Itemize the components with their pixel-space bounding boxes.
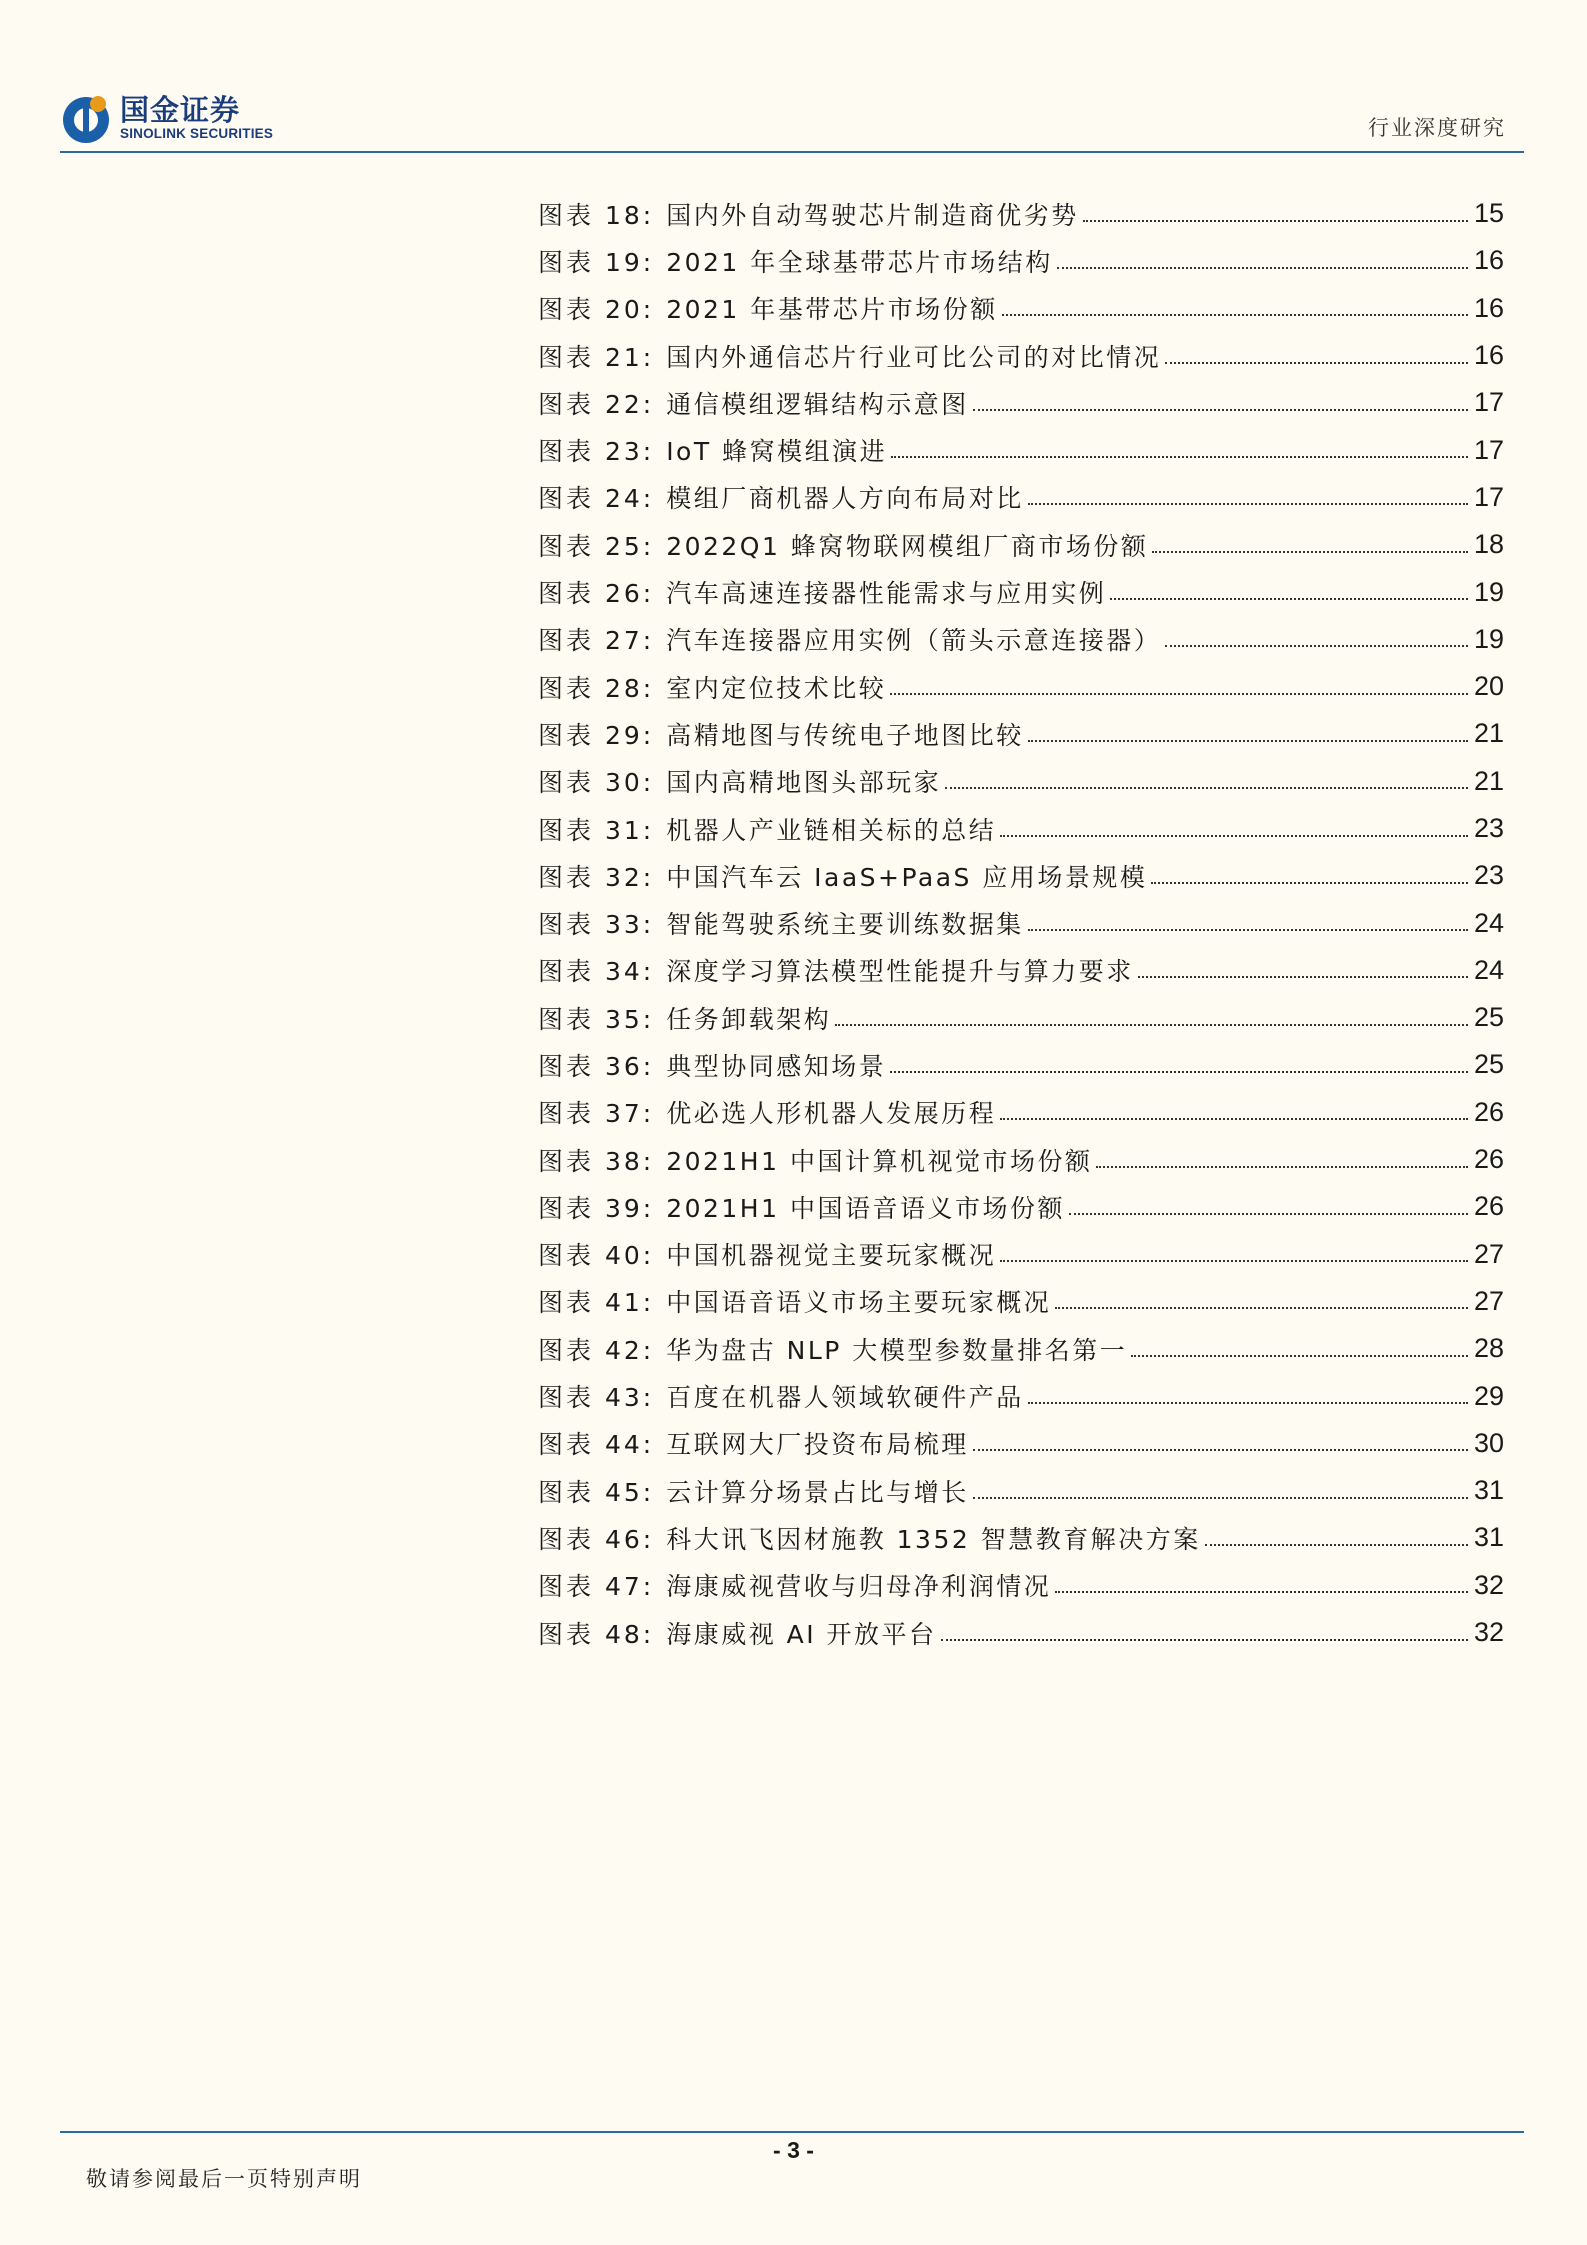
toc-entry-page: 26 bbox=[1473, 1144, 1504, 1175]
toc-dot-leader bbox=[1069, 1213, 1468, 1215]
toc-entry-title: 汽车连接器应用实例（箭头示意连接器） bbox=[666, 626, 1162, 656]
toc-entry-title: 华为盘古 NLP 大模型参数量排名第一 bbox=[666, 1335, 1128, 1365]
toc-entry-label: 图表 44: bbox=[538, 1430, 655, 1460]
toc-entry[interactable] bbox=[538, 285, 1504, 332]
logo-english-name: SINOLINK SECURITIES bbox=[120, 126, 274, 141]
toc-entry-title: 通信模组逻辑结构示意图 bbox=[666, 389, 969, 419]
toc-entry-label: 图表 46: bbox=[538, 1524, 655, 1554]
toc-dot-leader bbox=[1057, 267, 1468, 269]
toc-entry-page: 16 bbox=[1473, 245, 1504, 276]
toc-entry-label: 图表 18: bbox=[538, 200, 655, 230]
toc-entry[interactable] bbox=[538, 190, 1504, 237]
toc-entry-page: 15 bbox=[1473, 198, 1504, 229]
toc-entry[interactable] bbox=[538, 1278, 1504, 1325]
toc-entry-page: 17 bbox=[1473, 387, 1504, 418]
toc-entry-label: 图表 39: bbox=[538, 1193, 655, 1223]
footer-divider bbox=[60, 2131, 1524, 2133]
toc-entry[interactable] bbox=[538, 710, 1504, 757]
toc-entry-title: 海康威视营收与归母净利润情况 bbox=[666, 1572, 1052, 1602]
toc-dot-leader bbox=[1083, 220, 1468, 222]
toc-entry-title: 室内定位技术比较 bbox=[666, 673, 887, 703]
toc-dot-leader bbox=[1205, 1544, 1468, 1546]
toc-entry-title: 汽车高速连接器性能需求与应用实例 bbox=[666, 579, 1107, 609]
toc-entry-page: 21 bbox=[1473, 765, 1504, 796]
header-divider bbox=[60, 151, 1524, 153]
toc-entry-label: 图表 19: bbox=[538, 247, 655, 277]
toc-entry-label: 图表 22: bbox=[538, 389, 655, 419]
toc-dot-leader bbox=[1165, 362, 1468, 364]
toc-entry[interactable] bbox=[538, 1420, 1504, 1467]
toc-entry-page: 19 bbox=[1473, 623, 1504, 654]
toc-entry-title: 国内高精地图头部玩家 bbox=[666, 768, 942, 798]
figure-list bbox=[538, 190, 1504, 1656]
toc-entry-page: 26 bbox=[1473, 1191, 1504, 1222]
toc-dot-leader bbox=[1110, 598, 1468, 600]
toc-entry-label: 图表 42: bbox=[538, 1335, 655, 1365]
toc-entry[interactable] bbox=[538, 474, 1504, 521]
toc-entry-page: 31 bbox=[1473, 1522, 1504, 1553]
toc-dot-leader bbox=[1028, 929, 1468, 931]
toc-entry-title: 云计算分场景占比与增长 bbox=[666, 1477, 969, 1507]
toc-entry[interactable] bbox=[538, 758, 1504, 805]
page-number: - 3 - bbox=[773, 2137, 814, 2163]
toc-entry[interactable] bbox=[538, 852, 1504, 899]
toc-entry[interactable] bbox=[538, 994, 1504, 1041]
toc-entry-label: 图表 28: bbox=[538, 673, 655, 703]
toc-entry-page: 27 bbox=[1473, 1238, 1504, 1269]
toc-entry-title: 机器人产业链相关标的总结 bbox=[666, 815, 997, 845]
toc-entry-title: 模组厂商机器人方向布局对比 bbox=[666, 484, 1024, 514]
toc-dot-leader bbox=[890, 1071, 1468, 1073]
toc-entry-title: 2021H1 中国语音语义市场份额 bbox=[666, 1193, 1065, 1223]
toc-entry-title: 中国汽车云 IaaS+PaaS 应用场景规模 bbox=[666, 862, 1148, 892]
toc-dot-leader bbox=[1055, 1591, 1468, 1593]
toc-entry-label: 图表 32: bbox=[538, 862, 655, 892]
toc-entry-page: 31 bbox=[1473, 1475, 1504, 1506]
toc-entry[interactable] bbox=[538, 616, 1504, 663]
toc-entry-label: 图表 38: bbox=[538, 1146, 655, 1176]
toc-entry-label: 图表 47: bbox=[538, 1572, 655, 1602]
toc-entry-label: 图表 27: bbox=[538, 626, 655, 656]
toc-dot-leader bbox=[945, 787, 1468, 789]
toc-entry-title: 互联网大厂投资布局梳理 bbox=[666, 1430, 969, 1460]
toc-entry-label: 图表 37: bbox=[538, 1099, 655, 1129]
toc-entry-label: 图表 33: bbox=[538, 910, 655, 940]
toc-entry-page: 25 bbox=[1473, 1002, 1504, 1033]
toc-dot-leader bbox=[891, 456, 1468, 458]
toc-entry[interactable] bbox=[538, 1514, 1504, 1561]
toc-entry-page: 28 bbox=[1473, 1333, 1504, 1364]
toc-entry-page: 29 bbox=[1473, 1380, 1504, 1411]
toc-entry-page: 21 bbox=[1473, 718, 1504, 749]
toc-entry-label: 图表 23: bbox=[538, 437, 655, 467]
logo-mark-icon bbox=[60, 92, 112, 144]
toc-entry-title: 优必选人形机器人发展历程 bbox=[666, 1099, 997, 1129]
toc-entry-title: 2021H1 中国计算机视觉市场份额 bbox=[666, 1146, 1093, 1176]
toc-dot-leader bbox=[1028, 740, 1468, 742]
toc-dot-leader bbox=[973, 1449, 1468, 1451]
toc-entry-title: 国内外自动驾驶芯片制造商优劣势 bbox=[666, 200, 1079, 230]
toc-entry[interactable] bbox=[538, 332, 1504, 379]
toc-entry[interactable] bbox=[538, 805, 1504, 852]
toc-entry-page: 24 bbox=[1473, 954, 1504, 985]
toc-dot-leader bbox=[941, 1639, 1468, 1641]
disclaimer-note: 敬请参阅最后一页特别声明 bbox=[86, 2167, 362, 2191]
toc-dot-leader bbox=[1000, 1260, 1468, 1262]
toc-entry-label: 图表 26: bbox=[538, 579, 655, 609]
toc-entry[interactable] bbox=[538, 1325, 1504, 1372]
toc-entry[interactable] bbox=[538, 1089, 1504, 1136]
toc-entry-title: 百度在机器人领域软硬件产品 bbox=[666, 1383, 1024, 1413]
toc-entry[interactable] bbox=[538, 1609, 1504, 1656]
toc-entry-label: 图表 34: bbox=[538, 957, 655, 987]
logo-chinese-name: 国金证券 bbox=[120, 93, 241, 127]
toc-entry-page: 18 bbox=[1473, 529, 1504, 560]
toc-entry-label: 图表 41: bbox=[538, 1288, 655, 1318]
toc-dot-leader bbox=[1165, 645, 1468, 647]
toc-dot-leader bbox=[973, 1497, 1468, 1499]
toc-entry-label: 图表 43: bbox=[538, 1383, 655, 1413]
toc-entry-page: 30 bbox=[1473, 1427, 1504, 1458]
toc-dot-leader bbox=[1151, 882, 1468, 884]
toc-dot-leader bbox=[1028, 503, 1468, 505]
toc-entry[interactable] bbox=[538, 426, 1504, 473]
toc-entry-label: 图表 25: bbox=[538, 531, 655, 561]
toc-entry-label: 图表 40: bbox=[538, 1241, 655, 1271]
toc-entry-title: 国内外通信芯片行业可比公司的对比情况 bbox=[666, 342, 1162, 372]
toc-entry[interactable] bbox=[538, 1231, 1504, 1278]
toc-entry-page: 24 bbox=[1473, 907, 1504, 938]
toc-entry-label: 图表 36: bbox=[538, 1051, 655, 1081]
toc-entry[interactable] bbox=[538, 1372, 1504, 1419]
toc-entry[interactable] bbox=[538, 1467, 1504, 1514]
toc-entry-page: 25 bbox=[1473, 1049, 1504, 1080]
toc-entry-label: 图表 31: bbox=[538, 815, 655, 845]
toc-entry-title: 科大讯飞因材施教 1352 智慧教育解决方案 bbox=[666, 1524, 1201, 1554]
toc-entry-title: 2021 年全球基带芯片市场结构 bbox=[666, 247, 1053, 277]
toc-dot-leader bbox=[835, 1024, 1468, 1026]
toc-entry[interactable] bbox=[538, 663, 1504, 710]
toc-entry-label: 图表 21: bbox=[538, 342, 655, 372]
toc-entry-page: 32 bbox=[1473, 1569, 1504, 1600]
toc-entry-label: 图表 29: bbox=[538, 720, 655, 750]
toc-entry-page: 19 bbox=[1473, 576, 1504, 607]
toc-entry-page: 23 bbox=[1473, 813, 1504, 843]
toc-entry-label: 图表 48: bbox=[538, 1619, 655, 1649]
toc-dot-leader bbox=[1000, 835, 1468, 837]
toc-entry-label: 图表 45: bbox=[538, 1477, 655, 1507]
toc-entry-page: 16 bbox=[1473, 292, 1504, 323]
toc-entry[interactable] bbox=[538, 521, 1504, 568]
toc-entry[interactable] bbox=[538, 899, 1504, 946]
toc-dot-leader bbox=[1096, 1166, 1467, 1168]
toc-dot-leader bbox=[1000, 1118, 1468, 1120]
toc-entry-page: 20 bbox=[1473, 671, 1504, 702]
toc-entry-title: 智能驾驶系统主要训练数据集 bbox=[666, 910, 1024, 940]
toc-entry-title: 典型协同感知场景 bbox=[666, 1051, 887, 1081]
toc-entry-title: 深度学习算法模型性能提升与算力要求 bbox=[666, 957, 1134, 987]
toc-entry-page: 17 bbox=[1473, 434, 1504, 465]
toc-entry-page: 32 bbox=[1473, 1617, 1504, 1648]
toc-dot-leader bbox=[1028, 1402, 1468, 1404]
toc-entry-title: 2021 年基带芯片市场份额 bbox=[666, 295, 998, 325]
report-category: 行业深度研究 bbox=[1368, 116, 1506, 140]
toc-entry-label: 图表 24: bbox=[538, 484, 655, 514]
toc-entry-title: 海康威视 AI 开放平台 bbox=[666, 1619, 937, 1649]
toc-entry-title: 中国机器视觉主要玩家概况 bbox=[666, 1241, 997, 1271]
toc-entry-title: IoT 蜂窝模组演进 bbox=[666, 437, 888, 467]
toc-entry[interactable] bbox=[538, 1183, 1504, 1230]
toc-dot-leader bbox=[890, 693, 1468, 695]
toc-entry[interactable] bbox=[538, 947, 1504, 994]
toc-entry-title: 中国语音语义市场主要玩家概况 bbox=[666, 1288, 1052, 1318]
toc-entry-title: 2022Q1 蜂窝物联网模组厂商市场份额 bbox=[666, 531, 1149, 561]
company-logo bbox=[60, 90, 290, 146]
toc-dot-leader bbox=[1002, 314, 1468, 316]
toc-entry-page: 16 bbox=[1473, 340, 1504, 371]
toc-dot-leader bbox=[1055, 1307, 1468, 1309]
toc-entry[interactable] bbox=[538, 568, 1504, 615]
toc-entry-page: 23 bbox=[1473, 860, 1504, 891]
toc-entry[interactable] bbox=[538, 1136, 1504, 1183]
toc-entry-page: 27 bbox=[1473, 1285, 1504, 1316]
toc-dot-leader bbox=[1138, 976, 1468, 978]
toc-entry-title: 任务卸载架构 bbox=[666, 1004, 832, 1034]
toc-entry-label: 图表 20: bbox=[538, 295, 655, 325]
toc-entry-label: 图表 30: bbox=[538, 768, 655, 798]
toc-entry[interactable] bbox=[538, 379, 1504, 426]
toc-entry[interactable] bbox=[538, 237, 1504, 284]
toc-dot-leader bbox=[973, 409, 1468, 411]
toc-entry[interactable] bbox=[538, 1562, 1504, 1609]
toc-entry-title: 高精地图与传统电子地图比较 bbox=[666, 720, 1024, 750]
toc-entry-page: 26 bbox=[1473, 1096, 1504, 1127]
toc-dot-leader bbox=[1152, 551, 1468, 553]
toc-entry[interactable] bbox=[538, 1041, 1504, 1088]
toc-entry-page: 17 bbox=[1473, 481, 1504, 512]
toc-dot-leader bbox=[1131, 1355, 1468, 1357]
toc-entry-label: 图表 35: bbox=[538, 1004, 655, 1034]
